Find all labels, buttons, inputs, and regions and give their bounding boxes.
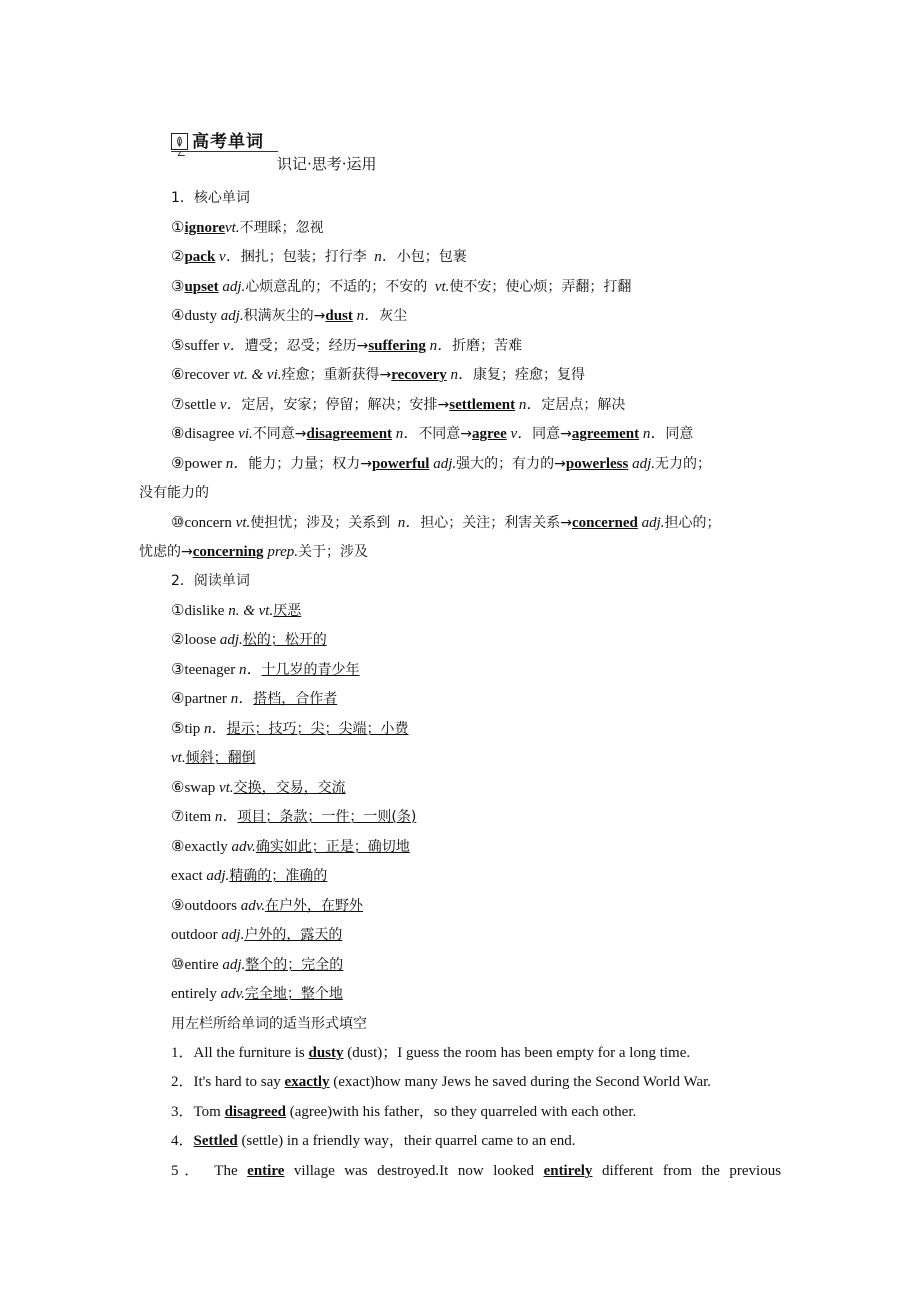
core-word-6: ⑥recover vt. & vi.痊愈；重新获得→recovery n．康复；痊愈；复得	[171, 367, 586, 383]
reading-word-5: ⑤tip n．提示；技巧；尖；尖端；小费	[171, 721, 409, 737]
core-words-heading: 1．核心单词	[171, 190, 250, 206]
exercise-item-2: 2．It's hard to say exactly (exact)how many Jews he saved during the Second World War.	[171, 1074, 712, 1090]
core-word-9: ⑨power n．能力；力量；权力→powerful adj.强大的；有力的→powerless adj.无力的；	[171, 456, 712, 472]
reading-word-6: ⑥swap vt.交换，交易，交流	[171, 780, 346, 796]
section-header	[171, 127, 264, 152]
reading-word-9-adj: outdoor adj.户外的，露天的	[171, 927, 343, 943]
section-subtitle: 识记·思考·运用	[277, 155, 377, 173]
reading-word-10: ⑩entire adj.整个的；完全的	[171, 957, 344, 973]
reading-words-heading: 2．阅读单词	[171, 573, 250, 589]
reading-word-10-adv: entirely adv.完全地；整个地	[171, 986, 343, 1002]
core-word-1: ①ignorevt.不理睬；忽视	[171, 220, 324, 236]
reading-word-3: ③teenager n．十几岁的青少年	[171, 662, 360, 678]
exercise-item-3: 3．Tom disagreed (agree)with his father，so they quarreled with each other.	[171, 1104, 637, 1120]
header-rule	[171, 151, 278, 152]
exercise-heading: 用左栏所给单词的适当形式填空	[171, 1016, 367, 1032]
exercise-item-1: 1．All the furniture is dusty (dust)；I guess the room has been empty for a long time.	[171, 1045, 691, 1061]
core-word-2: ②pack v．捆扎；包装；打行李 n．小包；包裹	[171, 249, 467, 265]
book-icon	[171, 133, 188, 150]
exercise-item-4: 4．Settled (settle) in a friendly way，their quarrel came to an end.	[171, 1133, 576, 1149]
reading-word-2: ②loose adj.松的；松开的	[171, 632, 327, 648]
core-word-9-continued: 没有能力的	[139, 485, 209, 501]
reading-word-9: ⑨outdoors adv.在户外，在野外	[171, 898, 363, 914]
reading-word-7: ⑦item n．项目；条款；一件；一则(条)	[171, 809, 417, 825]
core-word-8: ⑧disagree vi.不同意→disagreement n．不同意→agree v．同意→agreement n．同意	[171, 426, 694, 442]
reading-word-8: ⑧exactly adv.确实如此；正是；确切地	[171, 839, 410, 855]
reading-word-5-verb: vt.倾斜；翻倒	[171, 750, 256, 766]
section-title: 高考单词	[192, 132, 264, 152]
reading-word-8-adj: exact adj.精确的；准确的	[171, 868, 328, 884]
core-word-3: ③upset adj.心烦意乱的；不适的；不安的 vt.使不安；使心烦；弄翻；打翻	[171, 279, 632, 295]
reading-word-1: ①dislike n. & vt.厌恶	[171, 603, 302, 619]
core-word-5: ⑤suffer v．遭受；忍受；经历→suffering n．折磨；苦难	[171, 338, 523, 354]
exercise-item-5: 5． The entire village was destroyed.It now looked entirely different from the previous	[171, 1163, 782, 1179]
core-word-4: ④dusty adj.积满灰尘的→dust n．灰尘	[171, 308, 408, 324]
reading-word-4: ④partner n．搭档，合作者	[171, 691, 338, 707]
core-word-10-continued: 忧虑的→concerning prep.关于；涉及	[139, 544, 369, 560]
core-word-10: ⑩concern vt.使担忧；涉及；关系到 n．担心；关注；利害关系→concerned adj.担心的；	[171, 515, 721, 531]
core-word-7: ⑦settle v．定居，安家；停留；解决；安排→settlement n．定居点；解决	[171, 397, 626, 413]
